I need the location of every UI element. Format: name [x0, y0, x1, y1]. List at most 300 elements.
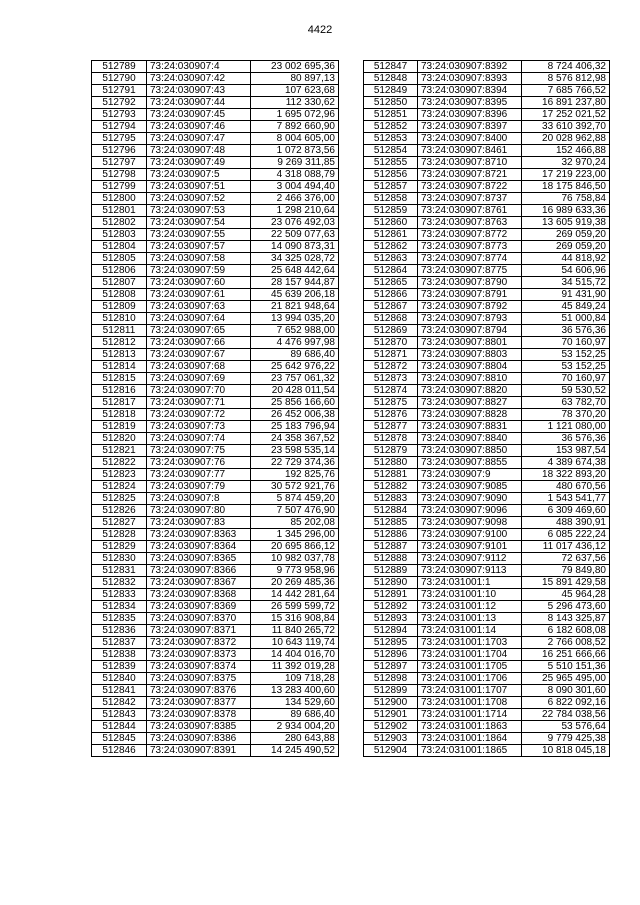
cadastral-value-cell: 22 509 077,63 — [251, 229, 339, 241]
cadastral-value-cell: 1 345 296,00 — [251, 529, 339, 541]
cadastral-value-cell: 23 002 695,36 — [251, 61, 339, 73]
table-row — [92, 421, 339, 433]
table-row — [92, 109, 339, 121]
row-number-cell: 512829 — [92, 541, 147, 553]
cadastral-number-cell: 73:24:030907:9098 — [418, 517, 522, 529]
table-row — [364, 133, 610, 145]
cadastral-number-cell: 73:24:030907:4 — [147, 61, 251, 73]
cadastral-value-cell: 3 004 494,40 — [251, 181, 339, 193]
cadastral-value-cell: 45 639 206,18 — [251, 289, 339, 301]
cadastral-value-cell: 4 389 674,38 — [522, 457, 610, 469]
cadastral-value-cell: 2 466 376,00 — [251, 193, 339, 205]
row-number-cell: 512855 — [364, 157, 418, 169]
cadastral-value-cell: 11 840 265,72 — [251, 625, 339, 637]
cadastral-number-cell: 73:24:030907:8376 — [147, 685, 251, 697]
cadastral-value-cell: 269 059,20 — [522, 229, 610, 241]
cadastral-number-cell: 73:24:030907:8392 — [418, 61, 522, 73]
table-row — [364, 289, 610, 301]
row-number-cell: 512835 — [92, 613, 147, 625]
row-number-cell: 512842 — [92, 697, 147, 709]
row-number-cell: 512801 — [92, 205, 147, 217]
cadastral-value-cell: 6 085 222,24 — [522, 529, 610, 541]
row-number-cell: 512901 — [364, 709, 418, 721]
table-row — [364, 421, 610, 433]
cadastral-value-cell: 1 121 080,00 — [522, 421, 610, 433]
table-row — [92, 193, 339, 205]
cadastral-number-cell: 73:24:030907:8375 — [147, 673, 251, 685]
cadastral-value-cell: 9 269 311,85 — [251, 157, 339, 169]
cadastral-number-cell: 73:24:030907:64 — [147, 313, 251, 325]
cadastral-number-cell: 73:24:030907:8793 — [418, 313, 522, 325]
table-row — [92, 181, 339, 193]
table-row — [364, 337, 610, 349]
row-number-cell: 512797 — [92, 157, 147, 169]
row-number-cell: 512802 — [92, 217, 147, 229]
row-number-cell: 512825 — [92, 493, 147, 505]
row-number-cell: 512812 — [92, 337, 147, 349]
cadastral-value-cell: 10 818 045,18 — [522, 745, 610, 757]
cadastral-number-cell: 73:24:030907:83 — [147, 517, 251, 529]
table-row — [364, 169, 610, 181]
cadastral-value-cell: 7 652 988,00 — [251, 325, 339, 337]
table-row — [92, 733, 339, 745]
cadastral-value-cell: 2 766 008,52 — [522, 637, 610, 649]
cadastral-number-cell: 73:24:030907:67 — [147, 349, 251, 361]
cadastral-value-cell: 1 072 873,56 — [251, 145, 339, 157]
row-number-cell: 512892 — [364, 601, 418, 613]
row-number-cell: 512826 — [92, 505, 147, 517]
row-number-cell: 512889 — [364, 565, 418, 577]
cadastral-number-cell: 73:24:030907:8368 — [147, 589, 251, 601]
row-number-cell: 512847 — [364, 61, 418, 73]
row-number-cell: 512839 — [92, 661, 147, 673]
cadastral-value-cell: 6 182 608,08 — [522, 625, 610, 637]
cadastral-number-cell: 73:24:030907:8372 — [147, 637, 251, 649]
cadastral-number-cell: 73:24:030907:8395 — [418, 97, 522, 109]
cadastral-value-cell: 11 017 436,12 — [522, 541, 610, 553]
cadastral-number-cell: 73:24:030907:8722 — [418, 181, 522, 193]
cadastral-number-cell: 73:24:031001:1707 — [418, 685, 522, 697]
table-row — [92, 649, 339, 661]
cadastral-value-cell: 26 599 599,72 — [251, 601, 339, 613]
table-row — [364, 589, 610, 601]
cadastral-value-cell: 30 572 921,76 — [251, 481, 339, 493]
cadastral-value-cell: 89 686,40 — [251, 349, 339, 361]
table-row — [92, 397, 339, 409]
cadastral-number-cell: 73:24:030907:8369 — [147, 601, 251, 613]
table-row — [364, 445, 610, 457]
row-number-cell: 512882 — [364, 481, 418, 493]
row-number-cell: 512895 — [364, 637, 418, 649]
cadastral-value-cell: 32 970,24 — [522, 157, 610, 169]
row-number-cell: 512875 — [364, 397, 418, 409]
cadastral-number-cell: 73:24:030907:75 — [147, 445, 251, 457]
row-number-cell: 512853 — [364, 133, 418, 145]
table-row — [92, 241, 339, 253]
cadastral-value-cell: 1 298 210,64 — [251, 205, 339, 217]
table-row — [364, 229, 610, 241]
cadastral-value-cell: 107 623,68 — [251, 85, 339, 97]
cadastral-number-cell: 73:24:030907:49 — [147, 157, 251, 169]
row-number-cell: 512836 — [92, 625, 147, 637]
cadastral-value-cell: 13 994 035,20 — [251, 313, 339, 325]
cadastral-value-cell: 192 825,76 — [251, 469, 339, 481]
table-row — [92, 277, 339, 289]
cadastral-value-cell: 53 152,25 — [522, 349, 610, 361]
table-row — [92, 481, 339, 493]
cadastral-number-cell: 73:24:030907:8 — [147, 493, 251, 505]
cadastral-number-cell: 73:24:030907:8374 — [147, 661, 251, 673]
row-number-cell: 512857 — [364, 181, 418, 193]
table-row — [92, 121, 339, 133]
table-row — [92, 265, 339, 277]
row-number-cell: 512799 — [92, 181, 147, 193]
row-number-cell: 512876 — [364, 409, 418, 421]
cadastral-value-cell: 134 529,60 — [251, 697, 339, 709]
table-row — [364, 481, 610, 493]
cadastral-value-cell: 70 160,97 — [522, 337, 610, 349]
table-row — [92, 445, 339, 457]
table-row — [92, 385, 339, 397]
cadastral-number-cell: 73:24:030907:8393 — [418, 73, 522, 85]
table-row — [364, 745, 610, 757]
cadastral-value-cell: 22 729 374,36 — [251, 457, 339, 469]
table-row — [92, 205, 339, 217]
cadastral-number-cell: 73:24:030907:9100 — [418, 529, 522, 541]
table-row — [364, 457, 610, 469]
table-row — [364, 325, 610, 337]
cadastral-value-cell: 25 856 166,60 — [251, 397, 339, 409]
cadastral-value-cell: 23 076 492,03 — [251, 217, 339, 229]
cadastral-value-cell: 16 251 666,66 — [522, 649, 610, 661]
row-number-cell: 512850 — [364, 97, 418, 109]
cadastral-value-cell: 59 530,52 — [522, 385, 610, 397]
cadastral-number-cell: 73:24:030907:8763 — [418, 217, 522, 229]
table-row — [92, 553, 339, 565]
table-row — [364, 85, 610, 97]
cadastral-value-cell: 4 476 997,98 — [251, 337, 339, 349]
row-number-cell: 512849 — [364, 85, 418, 97]
table-row — [92, 565, 339, 577]
row-number-cell: 512831 — [92, 565, 147, 577]
row-number-cell: 512867 — [364, 301, 418, 313]
table-row — [92, 337, 339, 349]
row-number-cell: 512845 — [92, 733, 147, 745]
cadastral-number-cell: 73:24:030907:9090 — [418, 493, 522, 505]
cadastral-number-cell: 73:24:030907:54 — [147, 217, 251, 229]
cadastral-value-cell: 23 757 061,32 — [251, 373, 339, 385]
cadastral-value-cell: 5 296 473,60 — [522, 601, 610, 613]
cadastral-number-cell: 73:24:030907:8810 — [418, 373, 522, 385]
cadastral-number-cell: 73:24:030907:8378 — [147, 709, 251, 721]
cadastral-number-cell: 73:24:031001:1865 — [418, 745, 522, 757]
table-row — [364, 493, 610, 505]
cadastral-number-cell: 73:24:030907:8385 — [147, 721, 251, 733]
cadastral-value-cell: 36 576,36 — [522, 433, 610, 445]
cadastral-number-cell: 73:24:031001:1863 — [418, 721, 522, 733]
cadastral-number-cell: 73:24:030907:79 — [147, 481, 251, 493]
table-row — [92, 589, 339, 601]
row-number-cell: 512859 — [364, 205, 418, 217]
row-number-cell: 512870 — [364, 337, 418, 349]
row-number-cell: 512789 — [92, 61, 147, 73]
table-row — [92, 133, 339, 145]
cadastral-value-cell: 23 598 535,14 — [251, 445, 339, 457]
cadastral-value-cell: 6 309 469,60 — [522, 505, 610, 517]
row-number-cell: 512830 — [92, 553, 147, 565]
row-number-cell: 512864 — [364, 265, 418, 277]
table-row — [364, 157, 610, 169]
cadastral-number-cell: 73:24:030907:8373 — [147, 649, 251, 661]
table-row — [364, 601, 610, 613]
cadastral-value-cell: 16 891 237,80 — [522, 97, 610, 109]
table-row — [364, 721, 610, 733]
row-number-cell: 512834 — [92, 601, 147, 613]
cadastral-value-cell: 5 874 459,20 — [251, 493, 339, 505]
row-number-cell: 512794 — [92, 121, 147, 133]
cadastral-value-cell: 51 000,84 — [522, 313, 610, 325]
cadastral-number-cell: 73:24:030907:9113 — [418, 565, 522, 577]
table-row — [364, 397, 610, 409]
cadastral-number-cell: 73:24:030907:8391 — [147, 745, 251, 757]
cadastral-number-cell: 73:24:030907:8363 — [147, 529, 251, 541]
row-number-cell: 512798 — [92, 169, 147, 181]
table-row — [364, 253, 610, 265]
cadastral-value-cell: 280 643,88 — [251, 733, 339, 745]
table-row — [92, 145, 339, 157]
table-row — [92, 253, 339, 265]
cadastral-number-cell: 73:24:030907:65 — [147, 325, 251, 337]
table-row — [364, 625, 610, 637]
cadastral-value-cell: 17 219 223,00 — [522, 169, 610, 181]
row-number-cell: 512810 — [92, 313, 147, 325]
cadastral-number-cell: 73:24:030907:63 — [147, 301, 251, 313]
cadastral-value-cell: 85 202,08 — [251, 517, 339, 529]
table-row — [364, 265, 610, 277]
cadastral-number-cell: 73:24:030907:8827 — [418, 397, 522, 409]
row-number-cell: 512821 — [92, 445, 147, 457]
cadastral-number-cell: 73:24:030907:8370 — [147, 613, 251, 625]
cadastral-number-cell: 73:24:030907:8773 — [418, 241, 522, 253]
cadastral-value-cell: 25 965 495,00 — [522, 673, 610, 685]
row-number-cell: 512800 — [92, 193, 147, 205]
table-row — [92, 613, 339, 625]
cadastral-number-cell: 73:24:031001:13 — [418, 613, 522, 625]
cadastral-number-cell: 73:24:030907:9112 — [418, 553, 522, 565]
row-number-cell: 512844 — [92, 721, 147, 733]
cadastral-number-cell: 73:24:030907:66 — [147, 337, 251, 349]
cadastral-value-cell: 7 892 660,90 — [251, 121, 339, 133]
row-number-cell: 512862 — [364, 241, 418, 253]
row-number-cell: 512869 — [364, 325, 418, 337]
table-row — [92, 157, 339, 169]
cadastral-number-cell: 73:24:030907:8801 — [418, 337, 522, 349]
row-number-cell: 512819 — [92, 421, 147, 433]
cadastral-number-cell: 73:24:030907:73 — [147, 421, 251, 433]
table-row — [92, 229, 339, 241]
cadastral-number-cell: 73:24:031001:10 — [418, 589, 522, 601]
cadastral-number-cell: 73:24:030907:47 — [147, 133, 251, 145]
table-row — [92, 313, 339, 325]
row-number-cell: 512838 — [92, 649, 147, 661]
table-row — [364, 469, 610, 481]
cadastral-value-cell: 153 987,54 — [522, 445, 610, 457]
cadastral-number-cell: 73:24:030907:8365 — [147, 553, 251, 565]
row-number-cell: 512824 — [92, 481, 147, 493]
row-number-cell: 512792 — [92, 97, 147, 109]
cadastral-number-cell: 73:24:030907:52 — [147, 193, 251, 205]
table-row — [364, 349, 610, 361]
cadastral-value-cell: 78 370,20 — [522, 409, 610, 421]
row-number-cell: 512897 — [364, 661, 418, 673]
cadastral-value-cell: 79 849,80 — [522, 565, 610, 577]
table-row — [92, 517, 339, 529]
cadastral-value-cell: 18 175 846,50 — [522, 181, 610, 193]
cadastral-number-cell: 73:24:030907:80 — [147, 505, 251, 517]
table-row — [92, 61, 339, 73]
cadastral-value-cell: 488 390,91 — [522, 517, 610, 529]
cadastral-number-cell: 73:24:030907:71 — [147, 397, 251, 409]
row-number-cell: 512815 — [92, 373, 147, 385]
cadastral-number-cell: 73:24:031001:14 — [418, 625, 522, 637]
cadastral-number-cell: 73:24:030907:8737 — [418, 193, 522, 205]
cadastral-value-cell: 36 576,36 — [522, 325, 610, 337]
cadastral-value-cell: 7 685 766,52 — [522, 85, 610, 97]
row-number-cell: 512881 — [364, 469, 418, 481]
table-row — [92, 469, 339, 481]
cadastral-value-cell: 18 322 893,20 — [522, 469, 610, 481]
row-number-cell: 512813 — [92, 349, 147, 361]
table-row — [364, 733, 610, 745]
row-number-cell: 512888 — [364, 553, 418, 565]
cadastral-value-cell: 16 989 633,36 — [522, 205, 610, 217]
cadastral-number-cell: 73:24:030907:8721 — [418, 169, 522, 181]
table-row — [364, 277, 610, 289]
table-row — [92, 637, 339, 649]
cadastral-value-cell: 8 004 605,00 — [251, 133, 339, 145]
row-number-cell: 512860 — [364, 217, 418, 229]
cadastral-number-cell: 73:24:030907:8774 — [418, 253, 522, 265]
row-number-cell: 512879 — [364, 445, 418, 457]
cadastral-number-cell: 73:24:030907:8840 — [418, 433, 522, 445]
row-number-cell: 512899 — [364, 685, 418, 697]
cadastral-value-cell: 4 318 088,79 — [251, 169, 339, 181]
table-row — [364, 181, 610, 193]
cadastral-number-cell: 73:24:031001:1704 — [418, 649, 522, 661]
cadastral-value-cell: 20 028 962,88 — [522, 133, 610, 145]
row-number-cell: 512878 — [364, 433, 418, 445]
table-row — [364, 73, 610, 85]
cadastral-number-cell: 73:24:031001:1706 — [418, 673, 522, 685]
table-row — [92, 409, 339, 421]
cadastral-value-cell: 1 695 072,96 — [251, 109, 339, 121]
cadastral-number-cell: 73:24:030907:60 — [147, 277, 251, 289]
cadastral-number-cell: 73:24:030907:8394 — [418, 85, 522, 97]
cadastral-number-cell: 73:24:030907:9 — [418, 469, 522, 481]
cadastral-value-cell: 13 605 919,38 — [522, 217, 610, 229]
row-number-cell: 512902 — [364, 721, 418, 733]
cadastral-number-cell: 73:24:030907:8790 — [418, 277, 522, 289]
cadastral-number-cell: 73:24:030907:8461 — [418, 145, 522, 157]
table-row — [364, 613, 610, 625]
row-number-cell: 512823 — [92, 469, 147, 481]
cadastral-number-cell: 73:24:030907:8367 — [147, 577, 251, 589]
table-row — [92, 661, 339, 673]
row-number-cell: 512900 — [364, 697, 418, 709]
row-number-cell: 512803 — [92, 229, 147, 241]
table-row — [92, 721, 339, 733]
cadastral-value-cell: 9 779 425,38 — [522, 733, 610, 745]
row-number-cell: 512795 — [92, 133, 147, 145]
table-row — [92, 685, 339, 697]
row-number-cell: 512816 — [92, 385, 147, 397]
table-row — [364, 709, 610, 721]
table-row — [92, 541, 339, 553]
table-row — [92, 301, 339, 313]
row-number-cell: 512791 — [92, 85, 147, 97]
cadastral-value-cell: 8 576 812,98 — [522, 73, 610, 85]
table-row — [364, 205, 610, 217]
table-row — [92, 217, 339, 229]
row-number-cell: 512851 — [364, 109, 418, 121]
cadastral-value-cell: 269 059,20 — [522, 241, 610, 253]
table-row — [364, 541, 610, 553]
row-number-cell: 512886 — [364, 529, 418, 541]
cadastral-number-cell: 73:24:030907:42 — [147, 73, 251, 85]
cadastral-value-cell: 13 283 400,60 — [251, 685, 339, 697]
row-number-cell: 512872 — [364, 361, 418, 373]
row-number-cell: 512890 — [364, 577, 418, 589]
table-row — [364, 61, 610, 73]
cadastral-value-cell: 15 891 429,58 — [522, 577, 610, 589]
row-number-cell: 512837 — [92, 637, 147, 649]
cadastral-value-cell: 89 686,40 — [251, 709, 339, 721]
cadastral-value-cell: 1 543 541,77 — [522, 493, 610, 505]
cadastral-number-cell: 73:24:030907:8831 — [418, 421, 522, 433]
cadastral-value-cell: 7 507 476,90 — [251, 505, 339, 517]
cadastral-value-cell: 25 183 796,94 — [251, 421, 339, 433]
cadastral-value-cell: 2 934 004,20 — [251, 721, 339, 733]
cadastral-number-cell: 73:24:030907:69 — [147, 373, 251, 385]
cadastral-value-cell: 14 245 490,52 — [251, 745, 339, 757]
cadastral-number-cell: 73:24:031001:1708 — [418, 697, 522, 709]
cadastral-number-cell: 73:24:030907:8710 — [418, 157, 522, 169]
cadastral-value-cell: 44 818,92 — [522, 253, 610, 265]
cadastral-value-cell: 63 782,70 — [522, 397, 610, 409]
cadastral-value-cell: 112 330,62 — [251, 97, 339, 109]
row-number-cell: 512880 — [364, 457, 418, 469]
cadastral-number-cell: 73:24:030907:74 — [147, 433, 251, 445]
cadastral-value-cell: 53 576,64 — [522, 721, 610, 733]
cadastral-value-cell: 33 610 392,70 — [522, 121, 610, 133]
table-row — [364, 361, 610, 373]
registry-table-right — [363, 60, 610, 757]
row-number-cell: 512806 — [92, 265, 147, 277]
cadastral-number-cell: 73:24:030907:8803 — [418, 349, 522, 361]
cadastral-number-cell: 73:24:030907:55 — [147, 229, 251, 241]
row-number-cell: 512871 — [364, 349, 418, 361]
cadastral-value-cell: 9 773 958,96 — [251, 565, 339, 577]
row-number-cell: 512874 — [364, 385, 418, 397]
cadastral-number-cell: 73:24:030907:43 — [147, 85, 251, 97]
cadastral-number-cell: 73:24:030907:5 — [147, 169, 251, 181]
table-row — [364, 649, 610, 661]
cadastral-value-cell: 28 157 944,87 — [251, 277, 339, 289]
cadastral-number-cell: 73:24:030907:48 — [147, 145, 251, 157]
row-number-cell: 512861 — [364, 229, 418, 241]
table-row — [364, 553, 610, 565]
row-number-cell: 512873 — [364, 373, 418, 385]
